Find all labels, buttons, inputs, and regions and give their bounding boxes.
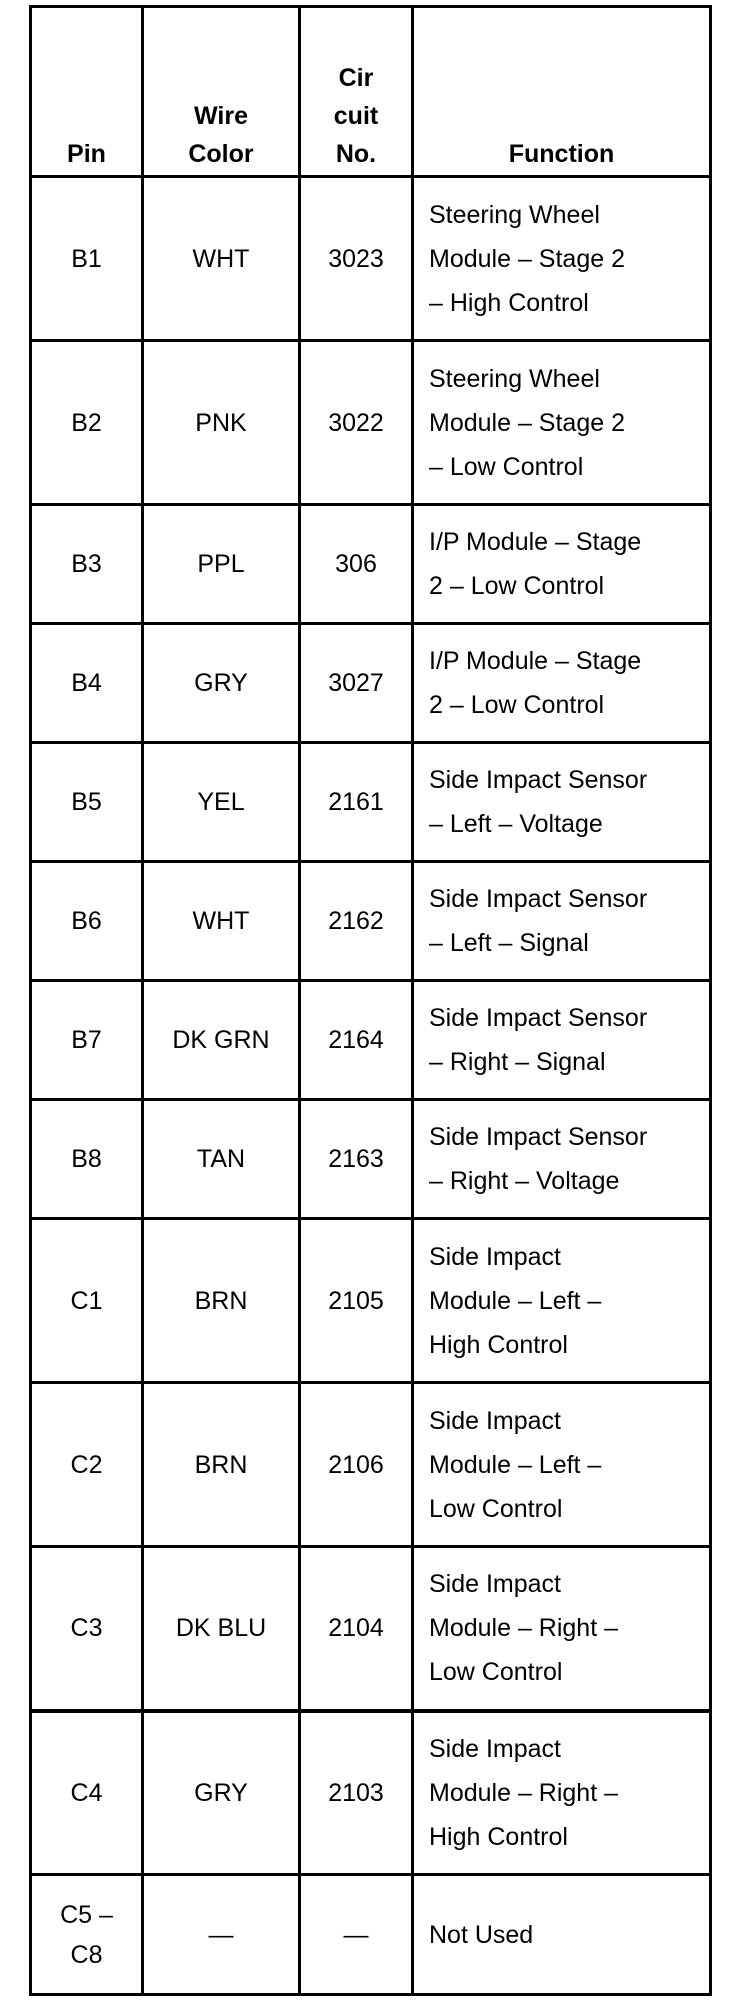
pin-value: C2 (70, 1450, 103, 1479)
header-wire-color (143, 7, 300, 177)
function-line: Side Impact Sensor (429, 1004, 648, 1032)
table-row (31, 981, 711, 1100)
pin-value: B3 (71, 550, 102, 578)
table-row (31, 505, 711, 624)
function-line: High Control (429, 1330, 568, 1359)
pin-value: C5 – (60, 1900, 113, 1929)
pinout-table (29, 5, 712, 1996)
circuit-no-cell: 2106 (300, 1383, 413, 1547)
function-line: Side Impact (429, 1242, 562, 1271)
table-row (31, 624, 711, 743)
function-line: Side Impact (429, 1570, 562, 1599)
header-circuit-no-line: No. (335, 140, 377, 168)
function-cell (413, 1875, 711, 1995)
wire-color-cell: TAN (143, 1100, 300, 1219)
pin-cell (31, 624, 143, 743)
function-cell (413, 341, 711, 505)
circuit-no-cell: 3027 (300, 624, 413, 743)
function-line: Low Control (429, 1658, 563, 1687)
pin-value: B5 (71, 788, 102, 816)
circuit-no-cell: 2105 (300, 1219, 413, 1383)
function-line: – Right – Voltage (429, 1167, 620, 1195)
function-cell (413, 505, 711, 624)
header-circuit-no-line: Cir (338, 64, 374, 92)
header-row (31, 7, 711, 177)
function-cell (413, 1547, 711, 1711)
function-cell (413, 1100, 711, 1219)
function-line: Module – Right – (429, 1614, 619, 1643)
table-row (31, 1875, 711, 1995)
circuit-no-cell: 2161 (300, 743, 413, 862)
pin-cell (31, 177, 143, 341)
function-line: Module – Left – (429, 1286, 602, 1315)
wire-color-cell: WHT (143, 177, 300, 341)
function-line: Side Impact (429, 1406, 562, 1435)
circuit-no-cell: — (300, 1875, 413, 1995)
wire-color-cell: GRY (143, 624, 300, 743)
header-wire-color-line: Color (188, 140, 254, 168)
function-line: Module – Left – (429, 1450, 602, 1479)
function-line: – Left – Signal (429, 929, 589, 957)
table-row (31, 177, 711, 341)
wire-color-cell: PNK (143, 341, 300, 505)
pin-cell (31, 1711, 143, 1875)
function-line: – Right – Signal (429, 1048, 606, 1076)
pin-cell (31, 1547, 143, 1711)
circuit-no-cell: 2103 (300, 1711, 413, 1875)
function-cell (413, 1711, 711, 1875)
table-row (31, 743, 711, 862)
pin-cell (31, 1219, 143, 1383)
wire-color-cell: YEL (143, 743, 300, 862)
wire-color-cell: DK GRN (143, 981, 300, 1100)
circuit-no-cell: 2164 (300, 981, 413, 1100)
circuit-no-cell: 3022 (300, 341, 413, 505)
pin-value: C8 (70, 1940, 103, 1969)
function-line: Module – Stage 2 (429, 244, 625, 273)
function-line: High Control (429, 1822, 568, 1851)
header-function-label: Function (508, 140, 615, 168)
header-pin (31, 7, 143, 177)
function-line: Low Control (429, 1494, 563, 1523)
wire-color-cell: GRY (143, 1711, 300, 1875)
function-line: – High Control (429, 288, 589, 317)
pin-cell (31, 1383, 143, 1547)
table-row (31, 1711, 711, 1875)
pin-cell (31, 505, 143, 624)
table-row (31, 341, 711, 505)
pin-cell (31, 341, 143, 505)
circuit-no-cell: 2104 (300, 1547, 413, 1711)
header-circuit-no-line: cuit (333, 102, 379, 130)
pin-cell (31, 743, 143, 862)
header-wire-color-line: Wire (194, 102, 248, 130)
function-line: Side Impact Sensor (429, 766, 648, 794)
function-line: I/P Module – Stage (429, 528, 642, 556)
header-pin-label: Pin (67, 140, 106, 168)
function-line: 2 – Low Control (429, 691, 605, 719)
function-line: Module – Stage 2 (429, 408, 625, 437)
header-circuit-no (300, 7, 413, 177)
wire-color-cell: PPL (143, 505, 300, 624)
circuit-no-cell: 2163 (300, 1100, 413, 1219)
table-row (31, 1219, 711, 1383)
wire-color-cell: BRN (143, 1219, 300, 1383)
function-line: – Left – Voltage (429, 810, 603, 838)
pin-value: B1 (71, 244, 102, 273)
pin-value: B7 (71, 1026, 102, 1054)
function-line: Side Impact (429, 1734, 562, 1763)
wire-color-cell: WHT (143, 862, 300, 981)
function-cell (413, 743, 711, 862)
table-row (31, 862, 711, 981)
function-line: – Low Control (429, 452, 584, 481)
wire-color-cell: BRN (143, 1383, 300, 1547)
pin-value: B8 (71, 1145, 102, 1173)
pin-cell (31, 1100, 143, 1219)
function-cell (413, 1219, 711, 1383)
function-line: Module – Right – (429, 1778, 619, 1807)
function-line: Steering Wheel (429, 200, 600, 229)
function-cell (413, 177, 711, 341)
function-line: Side Impact Sensor (429, 1123, 648, 1151)
function-cell (413, 1383, 711, 1547)
pin-value: B4 (71, 669, 102, 697)
wire-color-cell: — (143, 1875, 300, 1995)
function-cell (413, 981, 711, 1100)
pin-cell (31, 862, 143, 981)
function-cell (413, 862, 711, 981)
pin-cell (31, 981, 143, 1100)
circuit-no-cell: 3023 (300, 177, 413, 341)
wire-color-cell: DK BLU (143, 1547, 300, 1711)
circuit-no-cell: 2162 (300, 862, 413, 981)
table-row (31, 1100, 711, 1219)
pin-cell (31, 1875, 143, 1995)
table-row (31, 1383, 711, 1547)
function-line: I/P Module – Stage (429, 647, 642, 675)
table-row (31, 1547, 711, 1711)
pin-value: C1 (70, 1286, 103, 1315)
pin-value: B6 (71, 907, 102, 935)
pin-value: C3 (70, 1614, 103, 1643)
function-line: Steering Wheel (429, 364, 600, 393)
function-line: Not Used (429, 1920, 534, 1949)
pin-value: B2 (71, 408, 102, 437)
pin-value: C4 (70, 1778, 103, 1807)
function-line: 2 – Low Control (429, 572, 605, 600)
table-body (31, 177, 711, 1995)
function-cell (413, 624, 711, 743)
header-function (413, 7, 711, 177)
function-line: Side Impact Sensor (429, 885, 648, 913)
circuit-no-cell: 306 (300, 505, 413, 624)
